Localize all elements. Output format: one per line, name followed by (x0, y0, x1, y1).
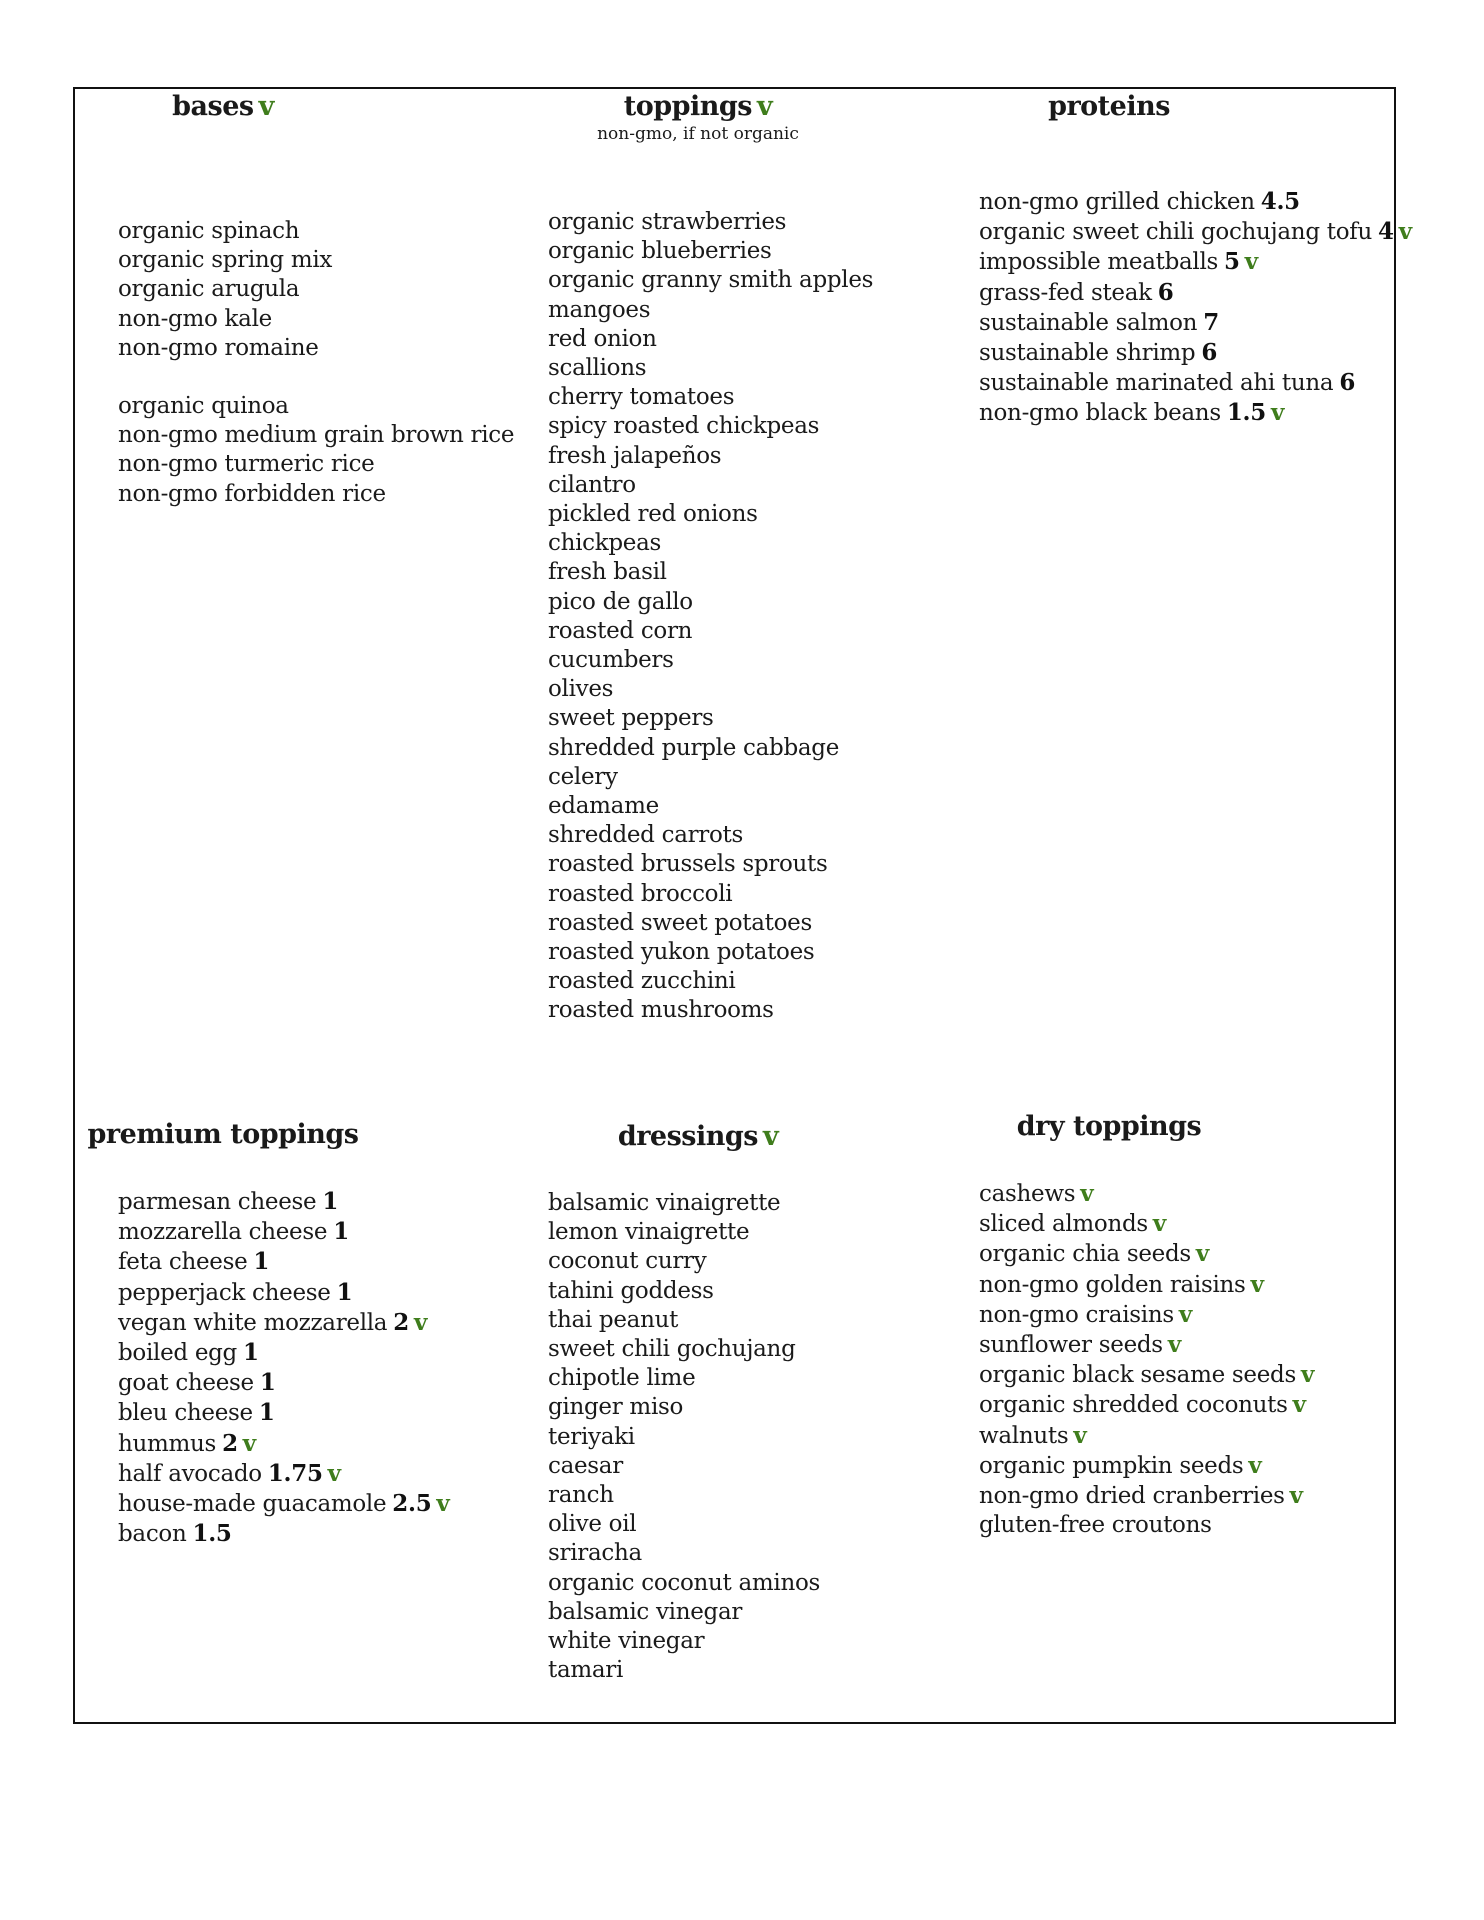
vegan-mark: v (1292, 1391, 1306, 1419)
list-item: lemon vinaigrette (548, 1219, 750, 1246)
item-price: 6 (1201, 339, 1218, 367)
list-item: pickled red onions (548, 501, 758, 528)
list-item: chickpeas (548, 530, 662, 557)
vegan-mark: v (1250, 1270, 1264, 1298)
item-name: parmesan cheese (118, 1189, 317, 1215)
item-name: gluten-free croutons (979, 1512, 1212, 1539)
bases-lists (118, 217, 518, 509)
item-name: organic sweet chili gochujang tofu (979, 219, 1372, 246)
vegan-mark: v (757, 91, 773, 122)
item-name: organic pumpkin seeds (979, 1452, 1244, 1479)
proteins-list (979, 187, 1412, 429)
item-price: 5 (1224, 248, 1240, 276)
list-item (118, 1429, 518, 1459)
vegan-mark: v (762, 1121, 779, 1152)
vegan-mark: v (1080, 1180, 1094, 1207)
vegan-mark: v (258, 91, 274, 122)
dressings-heading (493, 1122, 903, 1152)
vegan-mark: v (413, 1308, 428, 1336)
list-item (979, 398, 1389, 428)
list-item: shredded carrots (548, 822, 743, 849)
vegan-mark: v (1289, 1482, 1303, 1510)
item-price: 1.5 (192, 1520, 232, 1548)
list-item (979, 368, 1389, 398)
item-price: 1 (258, 1399, 275, 1427)
list-item (979, 1390, 1389, 1420)
item-price: 1.75 (267, 1459, 323, 1487)
item-price: 1.5 (1226, 399, 1266, 427)
list-item (979, 1330, 1389, 1360)
list-item: celery (548, 763, 618, 790)
list-item: roasted brussels sprouts (548, 851, 828, 878)
proteins-heading (904, 92, 1314, 122)
list-item: non-gmo medium grain brown rice (118, 422, 515, 449)
item-name: half avocado (118, 1460, 262, 1487)
list-item (979, 1421, 1389, 1451)
list-item (979, 1179, 1389, 1209)
bases-section (118, 92, 518, 509)
list-item: fresh basil (548, 559, 667, 586)
item-name: vegan white mozzarella (118, 1309, 388, 1336)
item-price: 7 (1203, 308, 1219, 336)
item-price: 4 (1377, 218, 1394, 246)
item-name: non-gmo golden raisins (979, 1271, 1246, 1298)
item-name: walnuts (979, 1422, 1069, 1449)
item-price: 6 (1339, 369, 1356, 397)
item-name: non-gmo grilled chicken (979, 189, 1255, 215)
vegan-mark: v (327, 1459, 341, 1487)
dressings-title: dressings (617, 1121, 758, 1152)
list-item (979, 187, 1389, 217)
list-item (979, 247, 1389, 277)
list-item: roasted corn (548, 617, 693, 644)
list-item: sweet peppers (548, 705, 714, 732)
list-item (979, 1209, 1389, 1239)
item-price: 6 (1157, 278, 1174, 306)
list-item: scallions (548, 355, 647, 382)
list-item (979, 1481, 1389, 1511)
bases-title: bases (172, 91, 254, 122)
bases-heading (118, 92, 328, 122)
bases-list (118, 392, 518, 509)
item-name: sustainable marinated ahi tuna (979, 370, 1334, 397)
item-name: grass-fed steak (979, 279, 1152, 306)
premium-toppings-section (87, 1119, 518, 1549)
list-item (979, 1511, 1389, 1540)
item-name: mozzarella cheese (118, 1219, 328, 1246)
dry-toppings-list (979, 1179, 1389, 1540)
list-item (118, 1368, 518, 1398)
list-item: roasted mushrooms (548, 997, 774, 1024)
toppings-section (548, 92, 948, 1026)
dry-toppings-title: dry toppings (1016, 1111, 1202, 1142)
proteins-title: proteins (1048, 91, 1170, 122)
list-item: roasted broccoli (548, 880, 733, 907)
item-name: sunflower seeds (979, 1332, 1163, 1359)
item-price: 2 (222, 1429, 238, 1457)
item-name: pepperjack cheese (118, 1279, 331, 1306)
list-item: organic blueberries (548, 238, 772, 265)
list-item: ginger miso (548, 1394, 684, 1421)
list-item (979, 1451, 1389, 1481)
item-name: non-gmo dried cranberries (979, 1483, 1285, 1510)
premium-toppings-heading (18, 1120, 428, 1150)
list-item (118, 1308, 518, 1338)
item-name: organic shredded coconuts (979, 1392, 1288, 1419)
list-item (118, 1187, 518, 1217)
list-item: coconut curry (548, 1248, 707, 1275)
dry-toppings-section (979, 1112, 1389, 1540)
list-item (979, 1270, 1389, 1300)
list-item (979, 308, 1389, 338)
item-name: sustainable shrimp (979, 340, 1196, 367)
item-name: impossible meatballs (979, 249, 1219, 276)
list-item: balsamic vinaigrette (548, 1190, 781, 1216)
list-item: olives (548, 676, 614, 703)
item-price: 1 (259, 1369, 276, 1397)
vegan-mark: v (1178, 1300, 1192, 1328)
list-item (118, 1217, 518, 1247)
item-price: 2.5 (392, 1490, 432, 1518)
vegan-mark: v (1398, 218, 1412, 246)
list-item: non-gmo kale (118, 305, 272, 332)
group-spacer (118, 363, 518, 392)
list-item: tamari (548, 1657, 624, 1684)
toppings-heading (493, 92, 903, 122)
list-item: thai peanut (548, 1306, 679, 1333)
dressings-section (548, 1122, 948, 1685)
list-item: non-gmo romaine (118, 334, 319, 361)
item-price: 1 (333, 1218, 349, 1246)
vegan-mark: v (1167, 1331, 1181, 1359)
list-item (979, 1300, 1389, 1330)
list-item (118, 1278, 518, 1308)
item-name: feta cheese (118, 1249, 248, 1276)
item-name: hummus (118, 1430, 217, 1457)
list-item: non-gmo forbidden rice (118, 480, 386, 507)
list-item (118, 1338, 518, 1368)
list-item: teriyaki (548, 1423, 635, 1450)
list-item (118, 1489, 518, 1519)
list-item: organic spinach (118, 218, 300, 244)
list-item: cucumbers (548, 647, 674, 674)
toppings-subtitle: non-gmo, if not organic (597, 124, 799, 144)
list-item: organic coconut aminos (548, 1569, 821, 1596)
list-item: caesar (548, 1452, 623, 1479)
list-item (118, 1519, 518, 1549)
list-item (118, 1398, 518, 1428)
list-item: roasted zucchini (548, 968, 736, 995)
item-name: bleu cheese (118, 1400, 253, 1427)
item-name: boiled egg (118, 1340, 237, 1367)
vegan-mark: v (1248, 1451, 1262, 1479)
vegan-mark: v (1300, 1361, 1315, 1389)
list-item (118, 1247, 518, 1277)
list-item: cherry tomatoes (548, 384, 735, 411)
vegan-mark: v (1073, 1421, 1087, 1449)
list-item: balsamic vinegar (548, 1598, 743, 1625)
item-name: bacon (118, 1521, 187, 1548)
list-item: pico de gallo (548, 588, 693, 615)
list-item: roasted yukon potatoes (548, 939, 815, 966)
list-item (979, 1239, 1389, 1269)
list-item: organic quinoa (118, 393, 289, 420)
item-name: organic chia seeds (979, 1241, 1191, 1268)
item-price: 1 (253, 1248, 270, 1276)
list-item: sriracha (548, 1540, 642, 1567)
list-item: red onion (548, 325, 657, 352)
item-name: non-gmo black beans (979, 400, 1221, 427)
item-price: 2 (393, 1308, 409, 1336)
list-item (979, 338, 1389, 368)
list-item: ranch (548, 1482, 614, 1509)
toppings-title: toppings (623, 91, 752, 122)
list-item: roasted sweet potatoes (548, 909, 812, 936)
list-item: spicy roasted chickpeas (548, 413, 820, 440)
item-name: organic black sesame seeds (979, 1362, 1296, 1389)
item-name: sliced almonds (979, 1211, 1148, 1238)
dressings-list (548, 1189, 948, 1685)
item-price: 1 (336, 1278, 353, 1306)
list-item: organic arugula (118, 276, 300, 303)
list-item: edamame (548, 793, 659, 820)
list-item: olive oil (548, 1511, 637, 1538)
dry-toppings-heading (904, 1112, 1314, 1142)
list-item: organic spring mix (118, 247, 333, 274)
list-item: organic strawberries (548, 209, 787, 235)
vegan-mark: v (1152, 1210, 1166, 1238)
item-name: sustainable salmon (979, 309, 1198, 336)
proteins-section (979, 91, 1412, 429)
list-item: white vinegar (548, 1628, 705, 1655)
list-item (979, 278, 1389, 308)
item-name: non-gmo craisins (979, 1301, 1174, 1328)
list-item (979, 217, 1412, 247)
list-item: fresh jalapeños (548, 442, 722, 469)
item-name: house-made guacamole (118, 1491, 387, 1518)
premium-toppings-list (118, 1187, 518, 1549)
bases-list (118, 217, 518, 363)
list-item: organic granny smith apples (548, 267, 874, 294)
vegan-mark: v (1195, 1240, 1209, 1268)
item-price: 1 (322, 1188, 339, 1215)
list-item: non-gmo turmeric rice (118, 451, 375, 478)
item-name: goat cheese (118, 1370, 254, 1397)
vegan-mark: v (1270, 399, 1285, 427)
list-item (118, 1459, 518, 1489)
item-price: 1 (243, 1339, 259, 1367)
list-item (979, 1360, 1389, 1390)
item-price: 4.5 (1260, 188, 1300, 215)
toppings-list (548, 208, 948, 1026)
list-item: sweet chili gochujang (548, 1336, 796, 1363)
premium-toppings-title: premium toppings (87, 1119, 359, 1150)
vegan-mark: v (1244, 248, 1258, 276)
list-item: tahini goddess (548, 1277, 714, 1304)
list-item: mangoes (548, 296, 651, 323)
list-item: chipotle lime (548, 1365, 696, 1392)
list-item: shredded purple cabbage (548, 734, 840, 761)
item-name: cashews (979, 1181, 1076, 1207)
list-item: cilantro (548, 471, 636, 498)
vegan-mark: v (436, 1490, 450, 1518)
vegan-mark: v (242, 1429, 256, 1457)
